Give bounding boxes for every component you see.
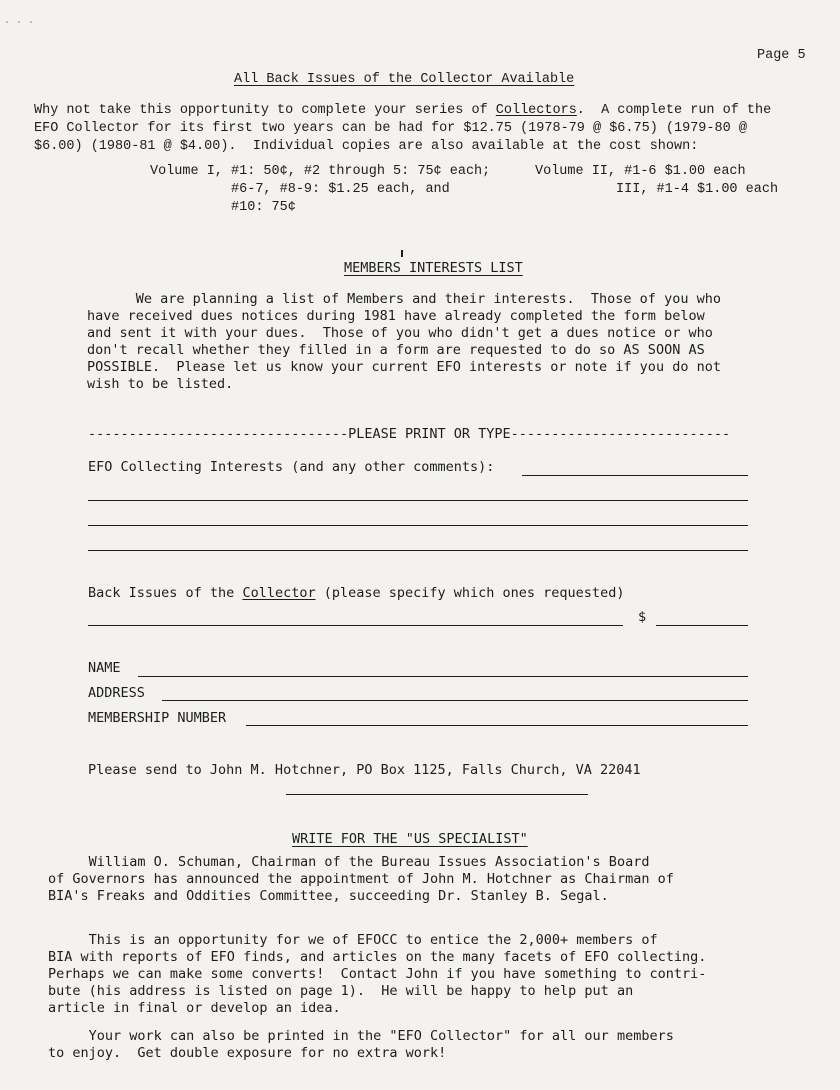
address-line[interactable]: [162, 700, 748, 701]
interests-line-1[interactable]: [522, 475, 748, 476]
address-label: ADDRESS: [88, 685, 145, 701]
back-issues-request-pre: Back Issues of the: [88, 585, 243, 601]
interests-line-4[interactable]: [88, 550, 748, 551]
print-or-type-banner: --------------------------------PLEASE PRINT OR TYPE---------------------------: [88, 426, 731, 442]
interests-line-2[interactable]: [88, 500, 748, 501]
dollar-sign: $: [638, 609, 647, 625]
amount-line[interactable]: [656, 625, 748, 626]
us-specialist-para-1: William O. Schuman, Chairman of the Bureau Issues Association's Board of Governors has announced the appointment of John M. Hotchner as Chairman of BIA's Freaks and Oddities Committee, succeeding Dr. Stanley B. Segal.: [48, 854, 674, 904]
volume-two-three-prices: Volume II, #1-6 $1.00 each III, #1-4 $1.00 each: [535, 164, 779, 197]
back-issues-request-label: [88, 585, 624, 601]
back-issues-request-post: (please specify which ones requested): [315, 585, 625, 601]
back-issues-line1-pre: Why not take this opportunity to complete your series of: [34, 103, 496, 118]
members-interests-paragraph: We are planning a list of Members and their interests. Those of you who have received dues notices during 1981 have already completed the form below and sent it with your dues. Those of you who didn't get a dues notice or who don't recall whether they filled in a form are requested to do so AS SOON AS POSSIBLE. Please let us know your current EFO interests or note if you do not wish to be listed.: [87, 291, 721, 392]
us-specialist-para-2: This is an opportunity for we of EFOCC to entice the 2,000+ members of BIA with reports of EFO finds, and articles on the many facets of EFO collecting. Perhaps we can make some converts! Contact John if you have something to contri- bute (his address is listed on page 1). He will be happy to help put an article in final or develop an idea.: [48, 932, 707, 1016]
back-issues-title: All Back Issues of the Collector Available: [234, 72, 575, 87]
volume-one-prices: Volume I, #1: 50¢, #2 through 5: 75¢ each; #6-7, #8-9: $1.25 each, and #10: 75¢: [150, 164, 491, 215]
us-specialist-title: WRITE FOR THE "US SPECIALIST": [292, 831, 528, 847]
back-issues-paragraph: [34, 102, 771, 156]
apostrophe-mark: [401, 250, 403, 257]
collectors-underlined: Collectors: [495, 103, 577, 118]
back-issues-line2: EFO Collector for its first two years can be had for $12.75 (1978-79 @ $6.75) (1979-80 @: [34, 121, 747, 136]
members-interests-title: MEMBERS INTERESTS LIST: [344, 260, 523, 276]
send-to-address: Please send to John M. Hotchner, PO Box 1125, Falls Church, VA 22041: [88, 762, 641, 778]
us-specialist-para-3: Your work can also be printed in the "EFO Collector" for all our members to enjoy. Get double exposure for no extra work!: [48, 1028, 674, 1061]
collector-underlined: Collector: [242, 585, 316, 601]
membership-number-line[interactable]: [246, 725, 748, 726]
interests-line-3[interactable]: [88, 525, 748, 526]
interests-label: EFO Collecting Interests (and any other comments):: [88, 459, 495, 475]
scan-artifact: · · ·: [4, 18, 35, 29]
section-divider: [286, 794, 588, 795]
name-label: NAME: [88, 660, 121, 676]
page-number: Page 5: [757, 48, 806, 63]
back-issues-line1-post: . A complete run of the: [576, 103, 772, 118]
name-line[interactable]: [138, 676, 748, 677]
membership-number-label: MEMBERSHIP NUMBER: [88, 710, 227, 726]
back-issues-request-line[interactable]: [88, 625, 623, 626]
back-issues-line3: $6.00) (1980-81 @ $4.00). Individual copies are also available at the cost shown:: [34, 139, 699, 154]
